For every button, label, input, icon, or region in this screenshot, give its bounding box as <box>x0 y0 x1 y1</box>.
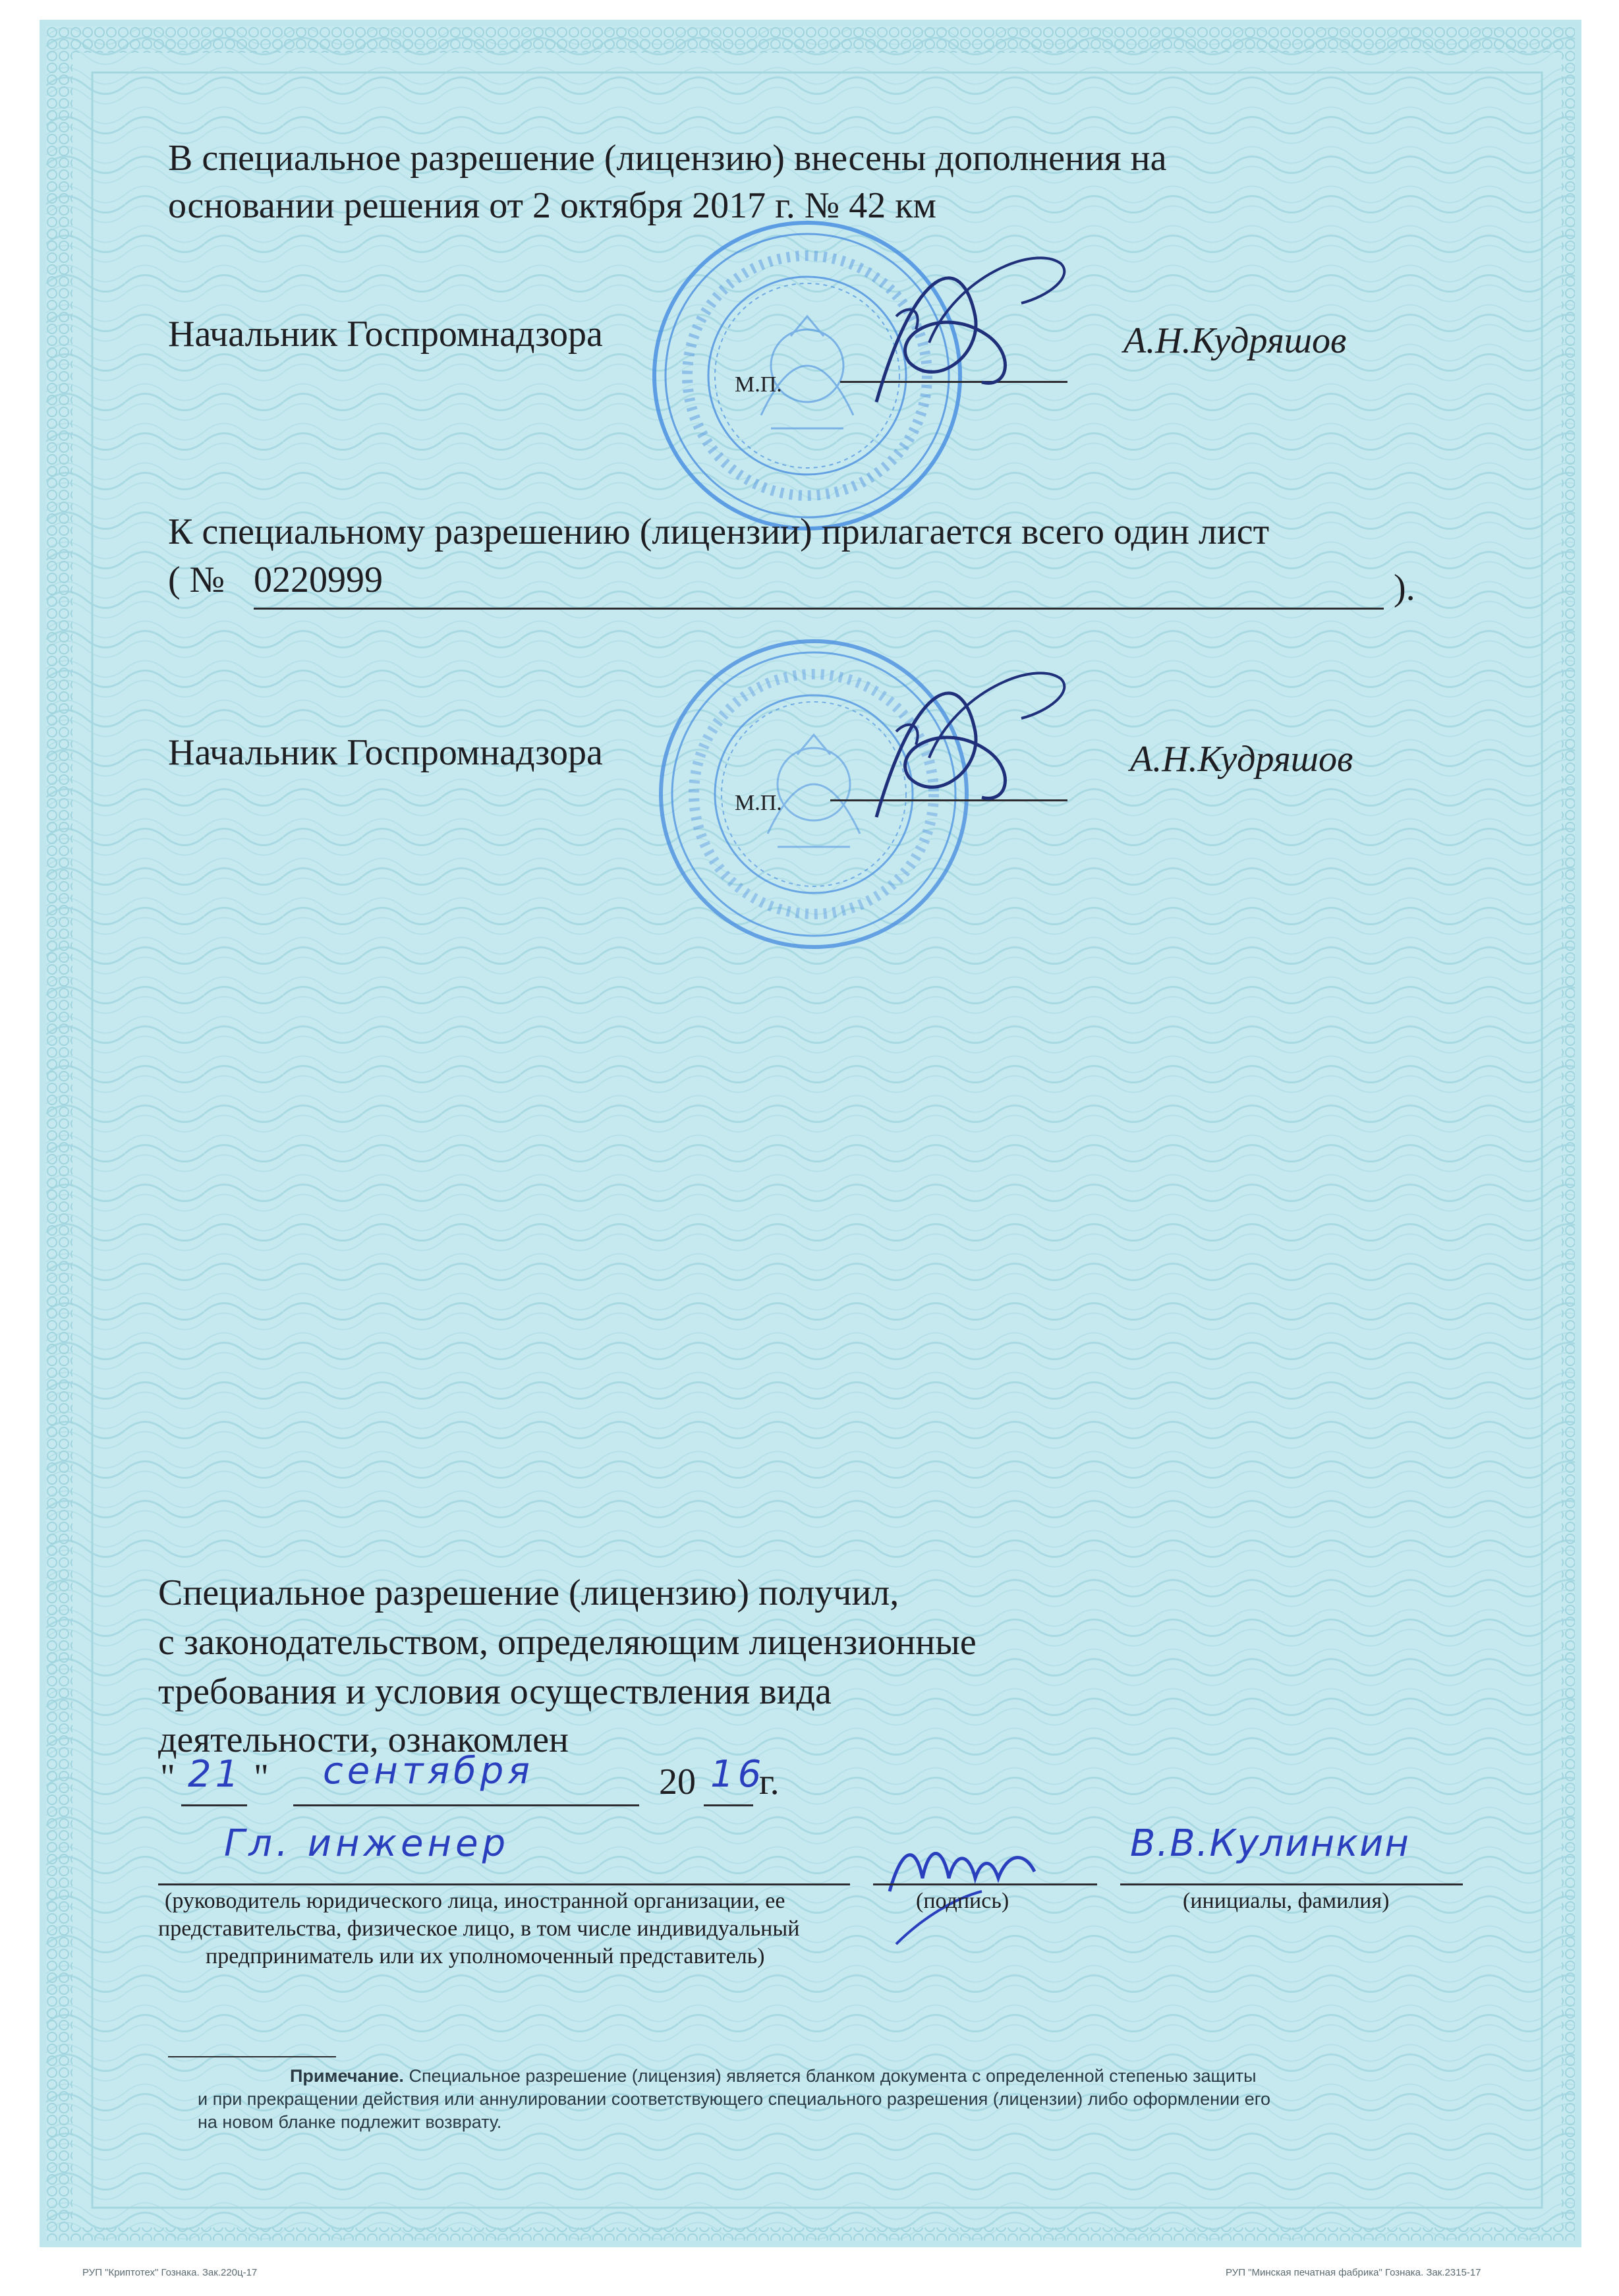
note-label: Примечание. <box>290 2066 404 2086</box>
position-title: Начальник Госпромнадзора <box>168 732 603 773</box>
receipt-line-3: требования и условия осуществления вида <box>158 1671 832 1712</box>
date-year-prefix: 20 <box>659 1762 696 1802</box>
date-month: сентября <box>323 1750 534 1793</box>
footer-printer-right: РУП "Минская печатная фабрика" Гознака. Зак.2315-17 <box>1226 2267 1481 2278</box>
date-month-line <box>293 1804 639 1806</box>
date-year-unit: г. <box>759 1762 780 1802</box>
receipt-line-4: деятельности, ознакомлен <box>158 1719 569 1760</box>
note-separator <box>168 2056 336 2057</box>
caption-name: (инициалы, фамилия) <box>1183 1889 1390 1913</box>
recipient-signature-line <box>873 1883 1097 1885</box>
signatory-name: А.Н.Кудряшов <box>1130 739 1353 780</box>
recipient-name-line <box>1120 1883 1463 1885</box>
signatory-name: А.Н.Кудряшов <box>1123 320 1347 361</box>
receipt-line-2: с законодательством, определяющим лицензионные <box>158 1622 977 1663</box>
caption-position-line-2: представительства, физическое лицо, в том числе индивидуальный <box>158 1916 800 1941</box>
note-line-1 <box>290 2066 1257 2086</box>
recipient-position-line <box>158 1883 850 1885</box>
note-line-3: на новом бланке подлежит возврату. <box>198 2112 502 2132</box>
seal-place-label: М.П. <box>735 372 782 397</box>
seal-place-label: М.П. <box>735 791 782 815</box>
date-year-line <box>704 1804 753 1806</box>
position-title: Начальник Госпромнадзора <box>168 314 603 355</box>
handwritten-signature <box>837 652 1087 850</box>
attachment-number-prefix: ( № <box>168 560 225 600</box>
receipt-line-1: Специальное разрешение (лицензию) получил, <box>158 1572 899 1613</box>
amendment-line-2: основании решения от 2 октября 2017 г. № 42 км <box>168 185 936 226</box>
caption-position-line-3: предприниматель или их уполномоченный представитель) <box>206 1944 765 1968</box>
note-text: Специальное разрешение (лицензия) является бланком документа с определенной степенью защиты <box>403 2066 1257 2086</box>
note-line-2: и при прекращении действия или аннулировании соответствующего специального разрешения (лицензии) либо оформлении его <box>198 2089 1271 2109</box>
caption-signature: (подпись) <box>916 1889 1009 1913</box>
handwritten-signature <box>837 237 1087 435</box>
date-close-quote: " <box>254 1757 269 1798</box>
date-day: 21 <box>188 1753 243 1796</box>
amendment-line-1: В специальное разрешение (лицензию) внесены дополнения на <box>168 138 1167 179</box>
attachment-number-suffix: ). <box>1394 567 1415 608</box>
recipient-position: Гл. инженер <box>224 1822 510 1865</box>
caption-position-line-1: (руководитель юридического лица, иностранной организации, ее <box>165 1889 785 1913</box>
attachment-number: 0220999 <box>254 560 383 600</box>
recipient-name: В.В.Кулинкин <box>1130 1822 1410 1865</box>
date-year-suffix: 16 <box>710 1753 766 1796</box>
attachment-number-line <box>254 608 1384 610</box>
attachment-line-1: К специальному разрешению (лицензии) прилагается всего один лист <box>168 511 1270 552</box>
footer-printer-left: РУП "Криптотех" Гознака. Зак.220ц-17 <box>82 2267 258 2278</box>
date-day-line <box>181 1804 247 1806</box>
date-open-quote: " <box>160 1757 175 1798</box>
